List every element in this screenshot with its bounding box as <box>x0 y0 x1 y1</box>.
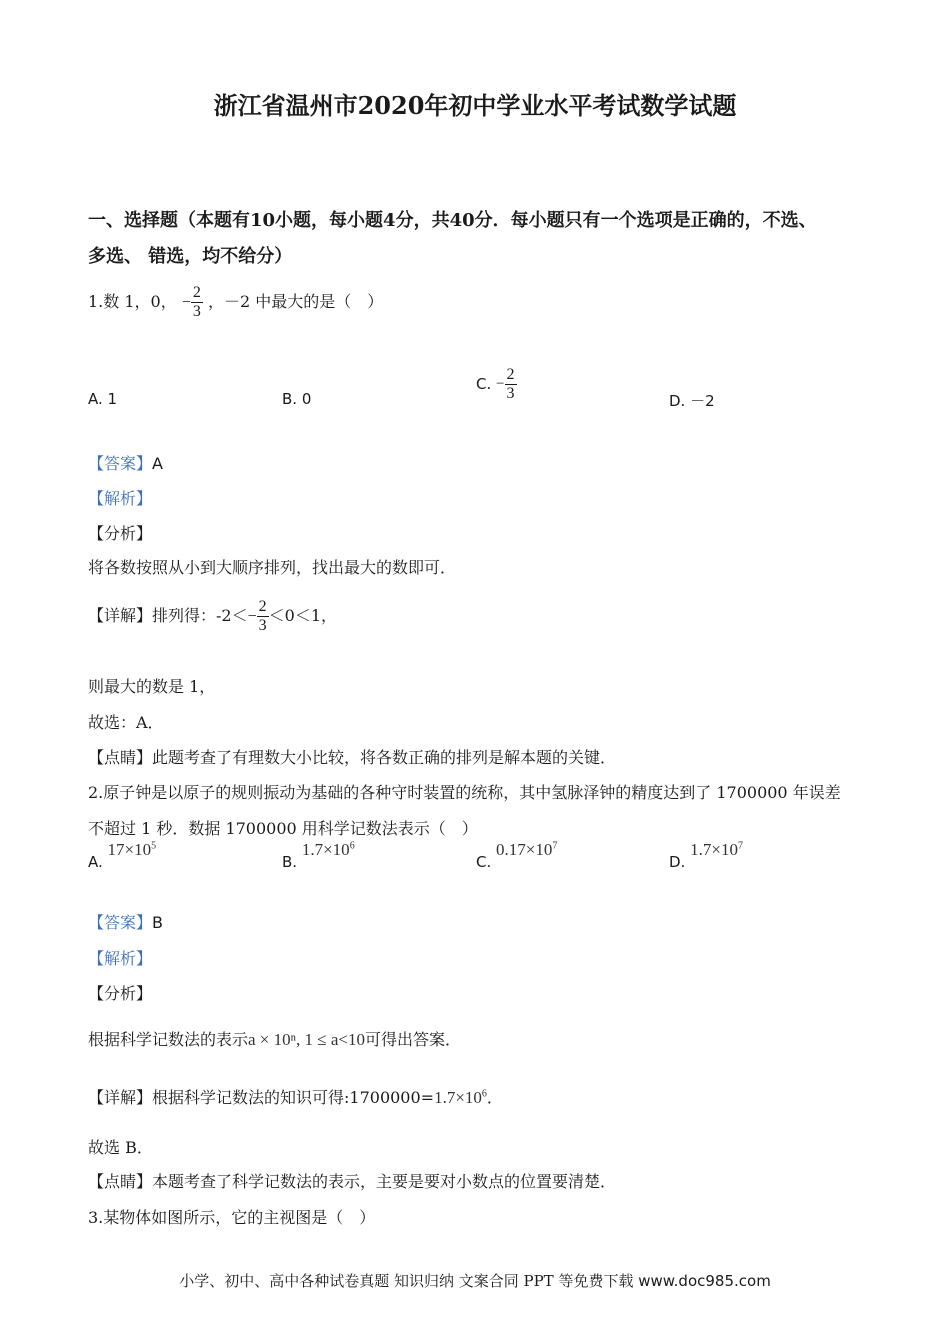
q1-jiexi-tag: 【解析】 <box>88 489 153 508</box>
q2-option-c-math <box>496 840 557 859</box>
q1-answer <box>88 451 163 474</box>
section-heading-line2: 多选、 错选，均不给分） <box>88 246 293 267</box>
q2-option-a-base: 17×10 <box>107 840 152 859</box>
q1-option-d-value: －2 <box>690 392 715 410</box>
section-heading-line1: 一、选择题（本题有10小题，每小题4分，共40分．每小题只有一个选项是正确的，不选、 <box>88 210 817 231</box>
q1-detail-pre: 排列得：-2＜ <box>152 606 248 625</box>
q1-stem <box>88 284 383 321</box>
q3-stem: 3.某物体如图所示，它的主视图是（ ） <box>88 1208 376 1227</box>
q2-detail-post: ． <box>486 1088 503 1107</box>
q1-option-c[interactable] <box>476 366 517 403</box>
q1-option-c-num: 2 <box>506 366 515 383</box>
q2-detail <box>88 1085 503 1108</box>
q2-option-b-base: 1.7×10 <box>301 840 350 859</box>
q2-option-d-label: D. <box>669 853 686 871</box>
q2-comment: 【点睛】本题考查了科学记数法的表示，主要是要对小数点的位置要清楚． <box>88 1172 617 1191</box>
q1-option-c-fraction <box>505 366 517 403</box>
q2-fenxi-post: 可得出答案． <box>364 1030 461 1049</box>
q1-fenxi-text: 将各数按照从小到大顺序排列，找出最大的数即可． <box>88 558 457 577</box>
q1-detail-den: 3 <box>258 617 267 634</box>
q2-option-c-base: 0.17×10 <box>496 840 553 859</box>
q2-option-b-label: B. <box>282 853 298 871</box>
q2-option-b-exp: 6 <box>349 840 355 852</box>
q2-stem-line2: 不超过 1 秒．数据 1700000 用科学记数法表示（ ） <box>88 819 478 838</box>
q2-option-a-label: A. <box>88 853 103 871</box>
q2-option-d-exp: 7 <box>737 840 743 852</box>
q1-option-d[interactable] <box>669 390 715 411</box>
q1-option-c-sign: − <box>496 376 505 392</box>
q2-fenxi-tag: 【分析】 <box>88 984 153 1003</box>
q2-option-a-math <box>108 840 157 859</box>
q2-stem-line1: 2.原子钟是以原子的规则振动为基础的各种守时装置的统称，其中氢脉泽钟的精度达到了 1700000 年误差 <box>88 783 841 802</box>
q1-then: 则最大的数是 1， <box>88 677 216 696</box>
q2-detail-tag: 【详解】 <box>88 1088 153 1107</box>
q1-detail-post: ＜0＜1， <box>268 606 338 625</box>
footer <box>0 1270 950 1291</box>
q2-answer-value: B <box>152 913 163 932</box>
q1-fraction <box>191 284 203 321</box>
footer-text: 小学、初中、高中各种试卷真题 知识归纳 文案合同 PPT 等免费下载 <box>179 1272 634 1290</box>
q1-suffix: ，－2 中最大的是（ ） <box>207 292 384 311</box>
q1-option-a[interactable] <box>88 390 117 408</box>
q2-option-a-exp: 5 <box>151 840 157 852</box>
q1-option-c-label: C. <box>476 375 492 393</box>
q1-detail <box>88 598 337 635</box>
page-title: 浙江省温州市2020年初中学业水平考试数学试题 <box>213 91 737 120</box>
q2-option-b-math <box>302 840 355 859</box>
q1-detail-fraction <box>257 598 269 635</box>
q2-option-d-math <box>690 840 743 859</box>
q2-detail-exp: 6 <box>481 1088 487 1100</box>
q1-option-b-value: 0 <box>301 390 312 408</box>
q2-jiexi-tag: 【解析】 <box>88 949 153 968</box>
q2-fenxi <box>88 1027 461 1050</box>
q1-comment: 【点睛】此题考查了有理数大小比较，将各数正确的排列是解本题的关键． <box>88 748 617 767</box>
q2-fenxi-math: a × 10ⁿ, 1 ≤ a<10 <box>248 1030 365 1049</box>
q1-answer-tag: 【答案】 <box>88 454 153 473</box>
q1-answer-value: A <box>152 454 163 473</box>
q1-detail-num: 2 <box>258 598 267 615</box>
q1-option-c-den: 3 <box>506 385 515 402</box>
q1-detail-sign: − <box>247 607 257 625</box>
q2-detail-base: 1.7×10 <box>434 1088 482 1107</box>
q1-option-b[interactable] <box>282 390 311 408</box>
q1-option-b-label: B. <box>282 390 298 408</box>
q1-frac-num: 2 <box>192 284 201 301</box>
q1-frac-den: 3 <box>192 303 201 320</box>
q1-prefix: 1.数 1，0， <box>88 292 177 311</box>
q2-choose: 故选 B． <box>88 1138 153 1157</box>
q1-frac-sign: − <box>181 293 191 311</box>
q2-option-c-label: C. <box>476 853 492 871</box>
footer-site-link[interactable]: www.doc985.com <box>638 1272 771 1290</box>
q2-option-d-base: 1.7×10 <box>690 840 738 859</box>
q2-answer-tag: 【答案】 <box>88 913 153 932</box>
q2-fenxi-pre: 根据科学记数法的表示 <box>88 1030 249 1049</box>
q2-detail-pre: 根据科学记数法的知识可得:1700000= <box>152 1088 435 1107</box>
q1-option-a-value: 1 <box>107 390 118 408</box>
q1-detail-tag: 【详解】 <box>88 606 153 625</box>
q2-answer <box>88 910 163 933</box>
q1-option-a-label: A. <box>88 390 103 408</box>
q1-choose: 故选：A． <box>88 713 164 732</box>
q2-detail-math <box>434 1088 487 1107</box>
q2-option-c-exp: 7 <box>552 840 558 852</box>
q1-option-d-label: D. <box>669 392 686 410</box>
q1-fenxi-tag: 【分析】 <box>88 524 153 543</box>
